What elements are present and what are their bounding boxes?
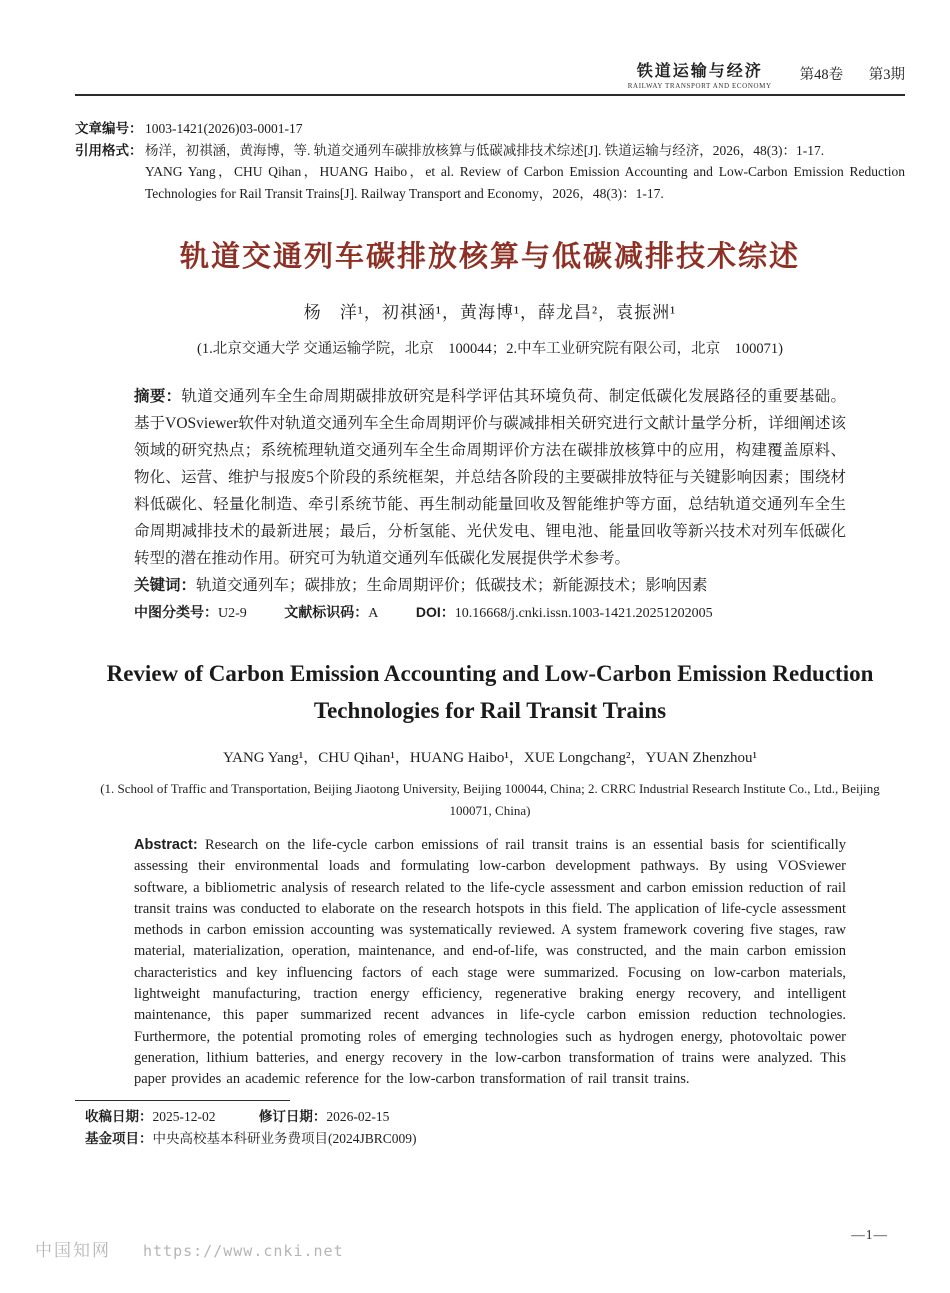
citation-row bbox=[75, 140, 905, 205]
abstract-label-en: Abstract: bbox=[134, 837, 198, 853]
revised-date-pair bbox=[259, 1109, 390, 1124]
authors-cn: 杨 洋¹，初祺涵¹，黄海博¹，薛龙昌²，袁振洲¹ bbox=[303, 303, 677, 322]
cnki-watermark bbox=[35, 1236, 344, 1261]
dates-row bbox=[85, 1106, 905, 1128]
fund-label: 基金项目： bbox=[85, 1130, 153, 1146]
doi-pair bbox=[416, 606, 713, 621]
abstract-cn bbox=[134, 383, 846, 572]
affiliation-cn: (1.北京交通大学 交通运输学院，北京 100044；2.中车工业研究院有限公司，北京 100071) bbox=[196, 341, 784, 357]
clc-value: U2-9 bbox=[218, 606, 247, 621]
received-date-label: 收稿日期： bbox=[85, 1108, 153, 1124]
footnote bbox=[75, 1100, 905, 1150]
volume-issue bbox=[800, 63, 905, 90]
article-title-cn: 轨道交通列车碳排放核算与低碳减排技术综述 bbox=[179, 241, 800, 273]
clc-pair bbox=[134, 606, 247, 621]
header-divider bbox=[75, 94, 905, 96]
doc-code-value: A bbox=[368, 606, 379, 621]
abstract-en bbox=[134, 835, 846, 1091]
doi-label: DOI： bbox=[415, 604, 455, 620]
classification-line bbox=[134, 599, 846, 627]
abstract-text-en: Research on the life-cycle carbon emissions of rail transit trains is an essential basis for scientifically assessing their environmental loads and formulating low-carbon development pathways. By using VOSviewer software, a bibliometric analysis of research related to the life-cycle assessment and carbon emission reduction of rail transit trains was conducted to elaborate on the research hotspots in this field. The application of life-cycle assessment methods in carbon emission accounting was systematically reviewed. A system framework covering five stages, raw material, materialization, operation, maintenance, and end-of-life, was constructed, and the main carbon emission characteristics and key influencing factors of each stage were summarized. Focusing on low-carbon materials, lightweight manufacturing, traction energy efficiency, regenerative braking energy recovery, and intelligent maintenance, this paper summarized recent advances in life-cycle carbon emission reduction technologies. Furthermore, the potential promoting roles of emerging technologies such as hydrogen energy, photovoltaic power generation, lithium batteries, and energy recovery in the low-carbon transformation of trains were analyzed. This paper provides an academic reference for the low-carbon transformation of rail transit trains. bbox=[134, 837, 846, 1088]
citation-chinese: 杨洋，初祺涵，黄海博，等. 轨道交通列车碳排放核算与低碳减排技术综述[J]. 铁道运输与经济，2026，48(3)：1-17. bbox=[145, 142, 825, 158]
received-date-pair bbox=[85, 1109, 216, 1124]
article-title-en: Review of Carbon Emission Accounting and Low-Carbon Emission Reduction Technologies for Rail Transit Trains bbox=[106, 661, 874, 723]
doc-code-label: 文献标识码： bbox=[284, 604, 369, 620]
fund-value: 中央高校基本科研业务费项目(2024JBRC009) bbox=[152, 1130, 417, 1146]
journal-name-en: RAILWAY TRANSPORT AND ECONOMY bbox=[627, 82, 772, 90]
cnki-watermark-name: 中国知网 bbox=[35, 1241, 111, 1260]
journal-header bbox=[75, 0, 905, 90]
citation-label: 引用格式： bbox=[75, 142, 143, 158]
journal-name-cn: 铁道运输与经济 bbox=[636, 63, 763, 80]
keywords-cn bbox=[134, 572, 846, 599]
journal-name bbox=[628, 58, 772, 90]
cnki-watermark-url: https://www.cnki.net bbox=[143, 1242, 344, 1260]
affiliation-en: (1. School of Traffic and Transportation, Beijing Jiaotong University, Beijing 100044, China; 2. CRRC Industrial Research Institute Co., Ltd., Beijing 100071, China) bbox=[100, 781, 880, 818]
abstract-label-cn: 摘要： bbox=[134, 388, 182, 405]
footnote-divider bbox=[75, 1100, 290, 1101]
revised-date-label: 修订日期： bbox=[258, 1108, 327, 1124]
authors-en: YANG Yang¹，CHU Qihan¹，HUANG Haibo¹，XUE Longchang²，YUAN Zhenzhou¹ bbox=[222, 750, 758, 766]
meta-block bbox=[75, 118, 905, 204]
keywords-text-cn: 轨道交通列车；碳排放；生命周期评价；低碳技术；新能源技术；影响因素 bbox=[196, 577, 708, 594]
clc-label: 中图分类号： bbox=[134, 604, 218, 620]
abstract-text-cn: 轨道交通列车全生命周期碳排放研究是科学评估其环境负荷、制定低碳化发展路径的重要基础。基于VOSviewer软件对轨道交通列车全生命周期评价与碳减排相关研究进行文献计量学分析，详细阐述该领域的研究热点；系统梳理轨道交通列车全生命周期评价方法在碳排放核算中的应用，构建覆盖原料、物化、运营、维护与报废5个阶段的系统框架，并总结各阶段的主要碳排放特征与关键影响因素；围绕材料低碳化、轻量化制造、牵引系统节能、再生制动能量回收及智能维护等方面，总结轨道交通列车全生命周期减排技术的最新进展；最后，分析氢能、光伏发电、锂电池、能量回收等新兴技术对列车低碳化转型的潜在推动作用。研究可为轨道交通列车低碳化发展提供学术参考。 bbox=[134, 388, 846, 567]
revised-date-value: 2026-02-15 bbox=[326, 1108, 390, 1124]
article-number-row bbox=[75, 118, 905, 140]
article-number-label: 文章编号： bbox=[75, 121, 143, 136]
received-date-value: 2025-12-02 bbox=[152, 1108, 216, 1124]
page-number: —1— bbox=[851, 1227, 888, 1242]
keywords-label-cn: 关键词： bbox=[134, 577, 197, 594]
volume-label: 第48卷 bbox=[799, 67, 844, 83]
article-number-value: 1003-1421(2026)03-0001-17 bbox=[145, 121, 303, 136]
fund-row bbox=[85, 1128, 905, 1150]
doc-code-pair bbox=[284, 606, 378, 621]
issue-label: 第3期 bbox=[868, 67, 905, 83]
doi-value: 10.16668/j.cnki.issn.1003-1421.20251202005 bbox=[454, 606, 713, 621]
citation-english: YANG Yang，CHU Qihan，HUANG Haibo，et al. Review of Carbon Emission Accounting and Low-Carbon Emission Reduction Technologies for Rail Transit Trains[J]. Railway Transport and Economy，2026，48(3)：1-17. bbox=[145, 164, 905, 201]
